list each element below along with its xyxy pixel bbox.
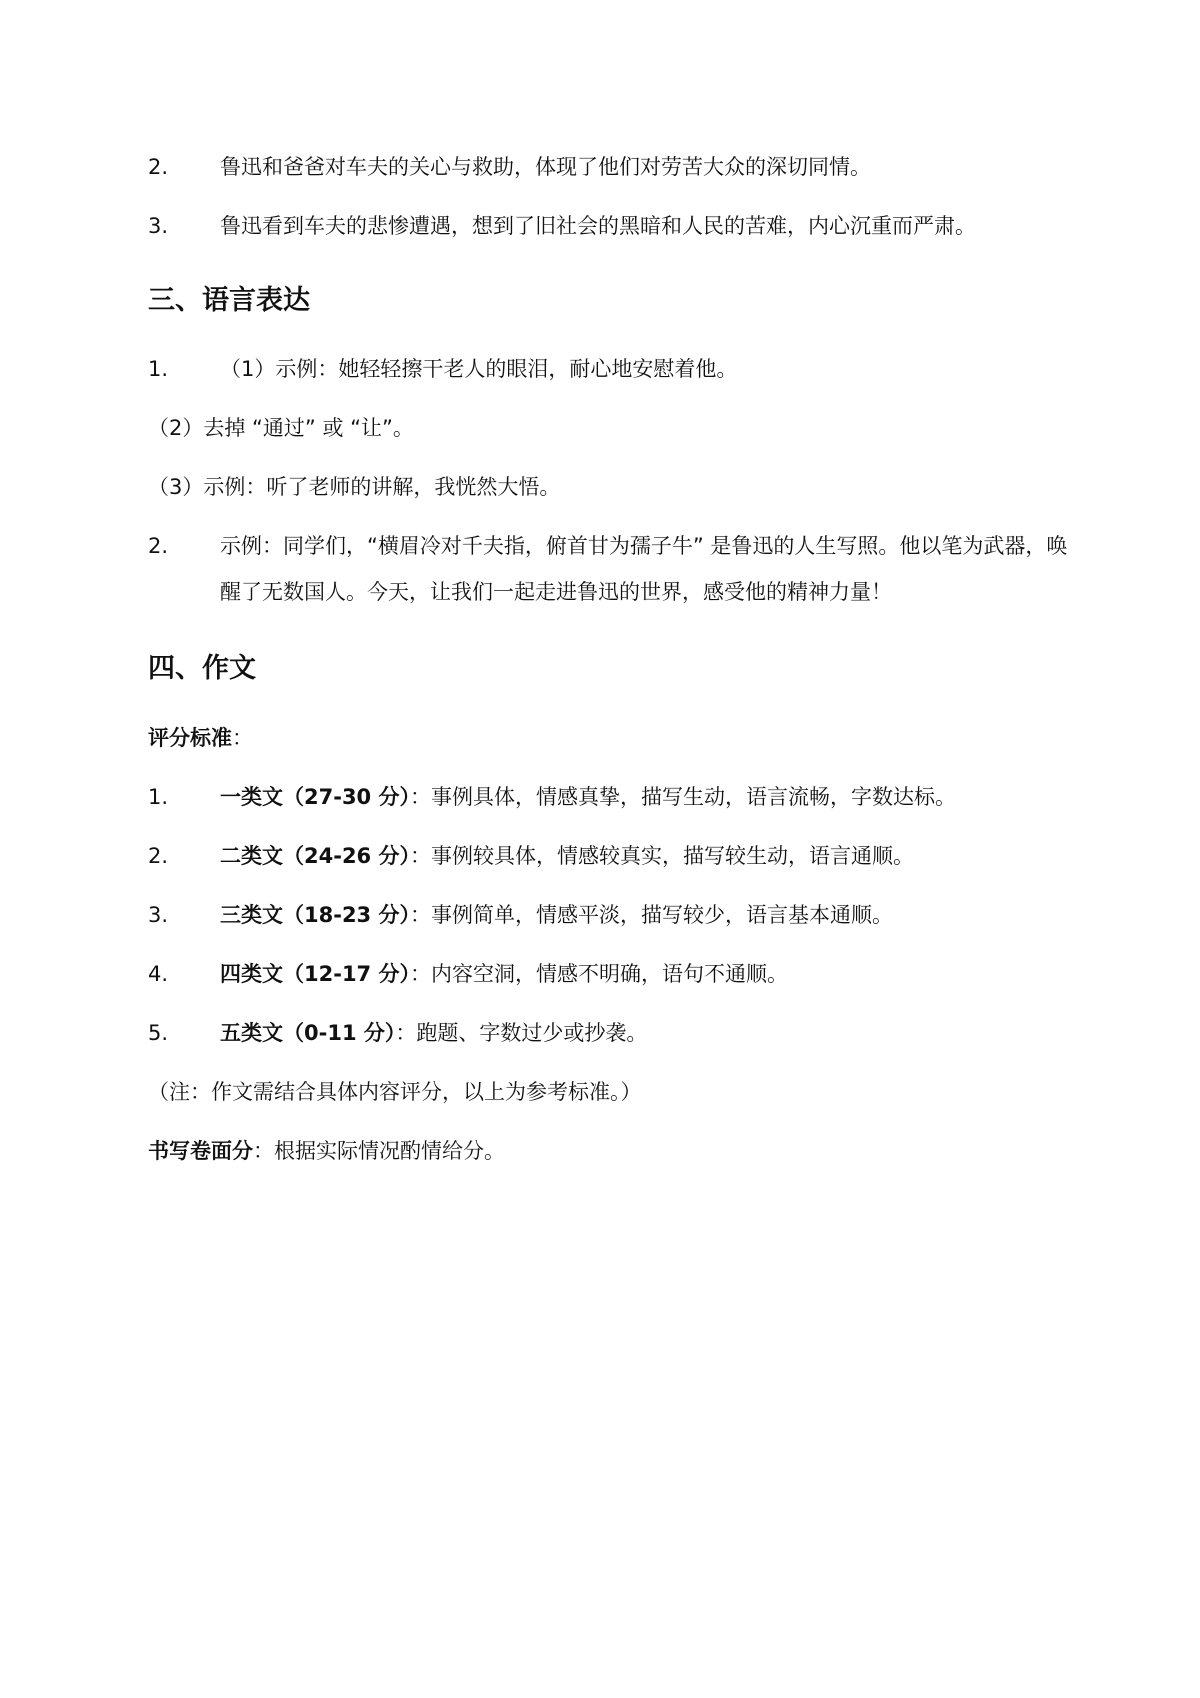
- grade-desc: ：内容空洞，情感不明确，语句不通顺。: [409, 962, 788, 986]
- grade-level: 四类文（12-17 分）: [220, 962, 410, 986]
- grade-level: 一类文（27-30 分）: [220, 785, 410, 809]
- criteria-label: 评分标准: [148, 726, 232, 750]
- section-heading: 三、语言表达: [148, 285, 310, 316]
- grade-level: 三类文（18-23 分）: [220, 903, 410, 927]
- grade-level: 五类文（0-11 分）: [220, 1021, 396, 1045]
- handwriting-text: ：根据实际情况酌情给分。: [253, 1139, 505, 1163]
- grade-desc: ：跑题、字数过少或抄袭。: [395, 1021, 648, 1045]
- list-number: 5.: [148, 1021, 169, 1045]
- list-number: 1.: [148, 785, 169, 809]
- note-text: （注：作文需结合具体内容评分，以上为参考标准。）: [148, 1080, 642, 1104]
- grade-level: 二类文（24-26 分）: [220, 844, 410, 868]
- sub-item-text: （2）去掉 “通过” 或 “让”。: [148, 416, 414, 440]
- list-number: 2.: [148, 844, 169, 868]
- list-text: 示例：同学们，“横眉冷对千夫指，俯首甘为孺子牛” 是鲁迅的人生写照。他以笔为武器，唤醒了无数国人。今天，让我们一起走进鲁迅的世界，感受他的精神力量！: [220, 534, 1068, 604]
- section-heading: 四、作文: [148, 653, 256, 684]
- list-number: 3.: [148, 903, 169, 927]
- list-number: 4.: [148, 962, 169, 986]
- criteria-colon: ：: [232, 726, 253, 750]
- list-number: 1.: [148, 357, 169, 381]
- grade-desc: ：事例较具体，情感较真实，描写较生动，语言通顺。: [409, 844, 914, 868]
- grade-desc: ：事例简单，情感平淡，描写较少，语言基本通顺。: [409, 903, 893, 927]
- list-text: 鲁迅看到车夫的悲惨遭遇，想到了旧社会的黑暗和人民的苦难，内心沉重而严肃。: [220, 214, 976, 238]
- handwriting-label: 书写卷面分: [148, 1139, 253, 1163]
- list-text: （1）示例：她轻轻擦干老人的眼泪，耐心地安慰着他。: [220, 357, 738, 381]
- list-number: 2.: [148, 155, 169, 179]
- list-text: 鲁迅和爸爸对车夫的关心与救助，体现了他们对劳苦大众的深切同情。: [220, 155, 871, 179]
- list-number: 3.: [148, 214, 169, 238]
- grade-desc: ：事例具体，情感真挚，描写生动，语言流畅，字数达标。: [409, 785, 956, 809]
- list-number: 2.: [148, 534, 169, 558]
- sub-item-text: （3）示例：听了老师的讲解，我恍然大悟。: [148, 475, 561, 499]
